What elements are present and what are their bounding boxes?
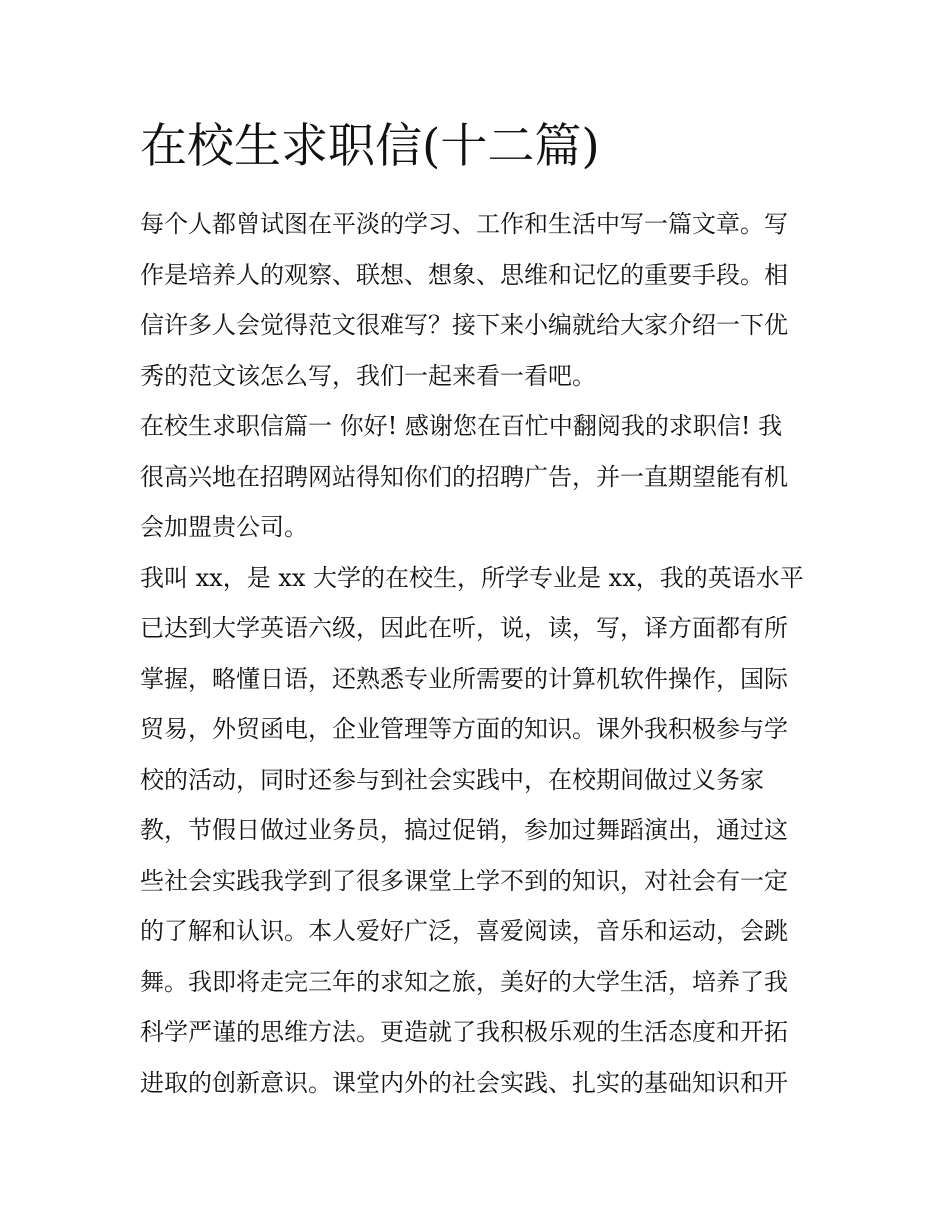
text-line: 在校生求职信篇一 你好! 感谢您在百忙中翻阅我的求职信! 我 bbox=[140, 412, 783, 440]
text-line: 教，节假日做过业务员，搞过促销，参加过舞蹈演出，通过这 bbox=[140, 816, 788, 844]
text-line: 信许多人会觉得范文很难写？接下来小编就给大家介绍一下优 bbox=[140, 311, 788, 339]
text-line: 秀的范文该怎么写，我们一起来看一看吧。 bbox=[140, 361, 596, 390]
text-line: 校的活动，同时还参与到社会实践中，在校期间做过义务家 bbox=[140, 765, 764, 794]
text-line: 舞。我即将走完三年的求知之旅，美好的大学生活，培养了我 bbox=[140, 967, 788, 996]
text-line: 掌握，略懂日语，还熟悉专业所需要的计算机软件操作，国际 bbox=[140, 664, 788, 693]
text-line: 作是培养人的观察、联想、想象、思维和记忆的重要手段。相 bbox=[140, 260, 788, 289]
text-line: 进取的创新意识。课堂内外的社会实践、扎实的基础知识和开 bbox=[140, 1068, 788, 1097]
text-line: 科学严谨的思维方法。更造就了我积极乐观的生活态度和开拓 bbox=[140, 1018, 788, 1046]
text-line: 很高兴地在招聘网站得知你们的招聘广告，并一直期望能有机 bbox=[140, 462, 788, 491]
text-line: 些社会实践我学到了很多课堂上学不到的知识，对社会有一定 bbox=[140, 866, 788, 895]
text-line: 我叫 xx，是 xx 大学的在校生，所学专业是 xx，我的英语水平 bbox=[140, 563, 804, 592]
document-body bbox=[140, 199, 820, 1108]
document-title: 在校生求职信(十二篇) bbox=[140, 119, 600, 174]
text-line: 会加盟贵公司。 bbox=[140, 513, 308, 541]
text-line: 每个人都曾试图在平淡的学习、工作和生活中写一篇文章。写 bbox=[140, 210, 788, 238]
text-line: 贸易，外贸函电，企业管理等方面的知识。课外我积极参与学 bbox=[140, 715, 788, 743]
text-line: 已达到大学英语六级，因此在听，说，读，写，译方面都有所 bbox=[140, 614, 788, 642]
text-line: 的了解和认识。本人爱好广泛，喜爱阅读，音乐和运动，会跳 bbox=[140, 917, 788, 945]
